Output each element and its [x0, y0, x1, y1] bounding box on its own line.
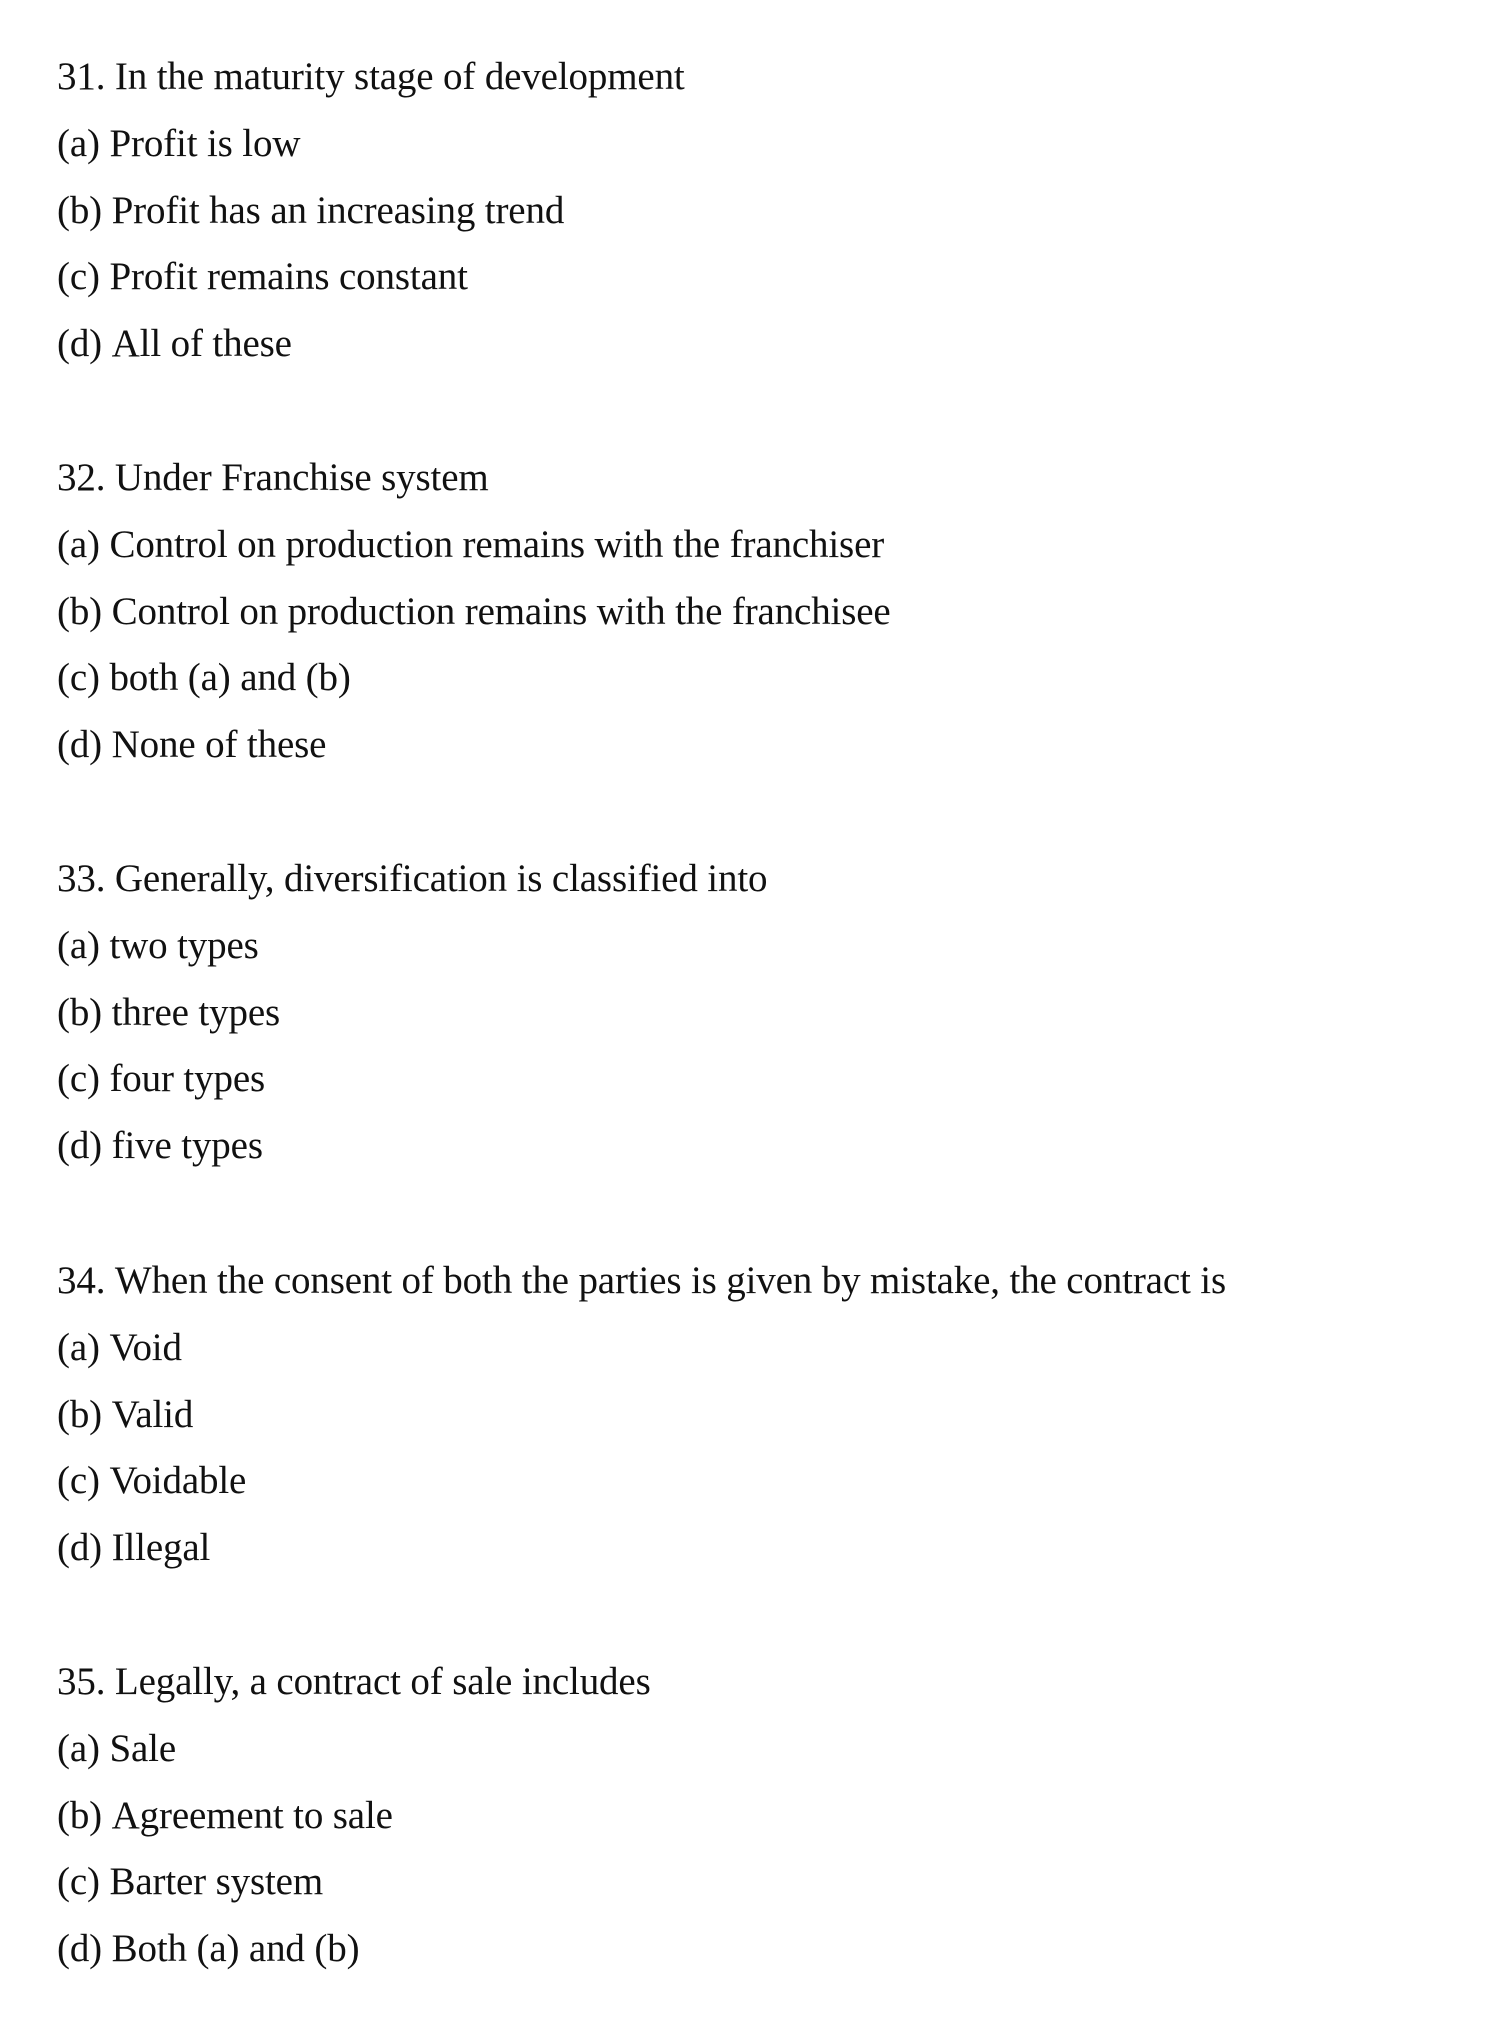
option-a [57, 1727, 1477, 1794]
option-text: both (a) and (b) [109, 656, 351, 700]
option-d [57, 1927, 1477, 1994]
option-d [57, 1526, 1477, 1593]
option-c [57, 255, 1477, 322]
option-label: (a) [57, 121, 100, 165]
option-c [57, 1860, 1477, 1927]
option-text: Both (a) and (b) [111, 1927, 360, 1971]
option-label: (c) [57, 656, 100, 700]
question-stem [57, 1259, 1477, 1326]
option-label: (c) [57, 255, 100, 299]
question-31 [57, 55, 1477, 389]
option-label: (d) [57, 1526, 103, 1570]
option-label: (d) [57, 1124, 103, 1168]
option-d [57, 723, 1477, 790]
option-label: (d) [57, 723, 103, 767]
option-text: Illegal [111, 1526, 211, 1570]
question-number: 35. [57, 1660, 106, 1703]
option-a [57, 122, 1477, 189]
option-label: (b) [57, 1392, 103, 1436]
option-text: All of these [111, 322, 292, 366]
option-b [57, 1794, 1477, 1861]
question-text: Legally, a contract of sale includes [114, 1660, 651, 1703]
option-label: (d) [57, 1927, 103, 1971]
question-32 [57, 456, 1477, 790]
option-a [57, 523, 1477, 590]
option-label: (a) [57, 1325, 100, 1369]
option-b [57, 1393, 1477, 1460]
option-text: Agreement to sale [111, 1793, 393, 1837]
question-text: Generally, diversification is classified into [114, 857, 768, 900]
option-c [57, 1057, 1477, 1124]
option-label: (b) [57, 1793, 103, 1837]
option-b [57, 991, 1477, 1058]
option-text: three types [111, 990, 281, 1034]
option-label: (a) [57, 1726, 100, 1770]
option-text: Void [109, 1325, 182, 1369]
option-text: Control on production remains with the franchisee [111, 589, 891, 633]
option-b [57, 590, 1477, 657]
question-stem [57, 1660, 1477, 1727]
question-number: 31. [57, 55, 106, 98]
question-stem [57, 55, 1477, 122]
option-text: four types [109, 1057, 266, 1101]
option-b [57, 189, 1477, 256]
option-text: Sale [109, 1726, 176, 1770]
question-text: Under Franchise system [114, 456, 489, 499]
question-number: 33. [57, 857, 106, 900]
option-label: (c) [57, 1057, 100, 1101]
question-33 [57, 857, 1477, 1191]
option-label: (c) [57, 1860, 100, 1904]
option-text: Valid [111, 1392, 194, 1436]
question-stem [57, 456, 1477, 523]
option-text: Profit is low [109, 121, 301, 165]
question-number: 32. [57, 456, 106, 499]
option-text: five types [111, 1124, 263, 1168]
option-text: Voidable [109, 1459, 247, 1503]
option-label: (a) [57, 923, 100, 967]
option-text: Control on production remains with the franchiser [109, 522, 885, 566]
option-text: Barter system [109, 1860, 324, 1904]
option-a [57, 1326, 1477, 1393]
option-text: Profit has an increasing trend [111, 188, 565, 232]
question-34 [57, 1259, 1477, 1593]
option-label: (d) [57, 322, 103, 366]
option-a [57, 924, 1477, 991]
question-text: When the consent of both the parties is given by mistake, the contract is [114, 1259, 1227, 1302]
option-label: (b) [57, 589, 103, 633]
option-label: (c) [57, 1459, 100, 1503]
question-stem [57, 857, 1477, 924]
option-label: (a) [57, 522, 100, 566]
option-d [57, 1124, 1477, 1191]
option-c [57, 656, 1477, 723]
question-number: 34. [57, 1259, 106, 1302]
option-c [57, 1459, 1477, 1526]
question-35 [57, 1660, 1477, 1994]
option-text: Profit remains constant [109, 255, 468, 299]
question-text: In the maturity stage of development [114, 55, 685, 98]
option-d [57, 322, 1477, 389]
option-text: two types [109, 923, 259, 967]
option-label: (b) [57, 188, 103, 232]
option-text: None of these [111, 723, 327, 767]
option-label: (b) [57, 990, 103, 1034]
